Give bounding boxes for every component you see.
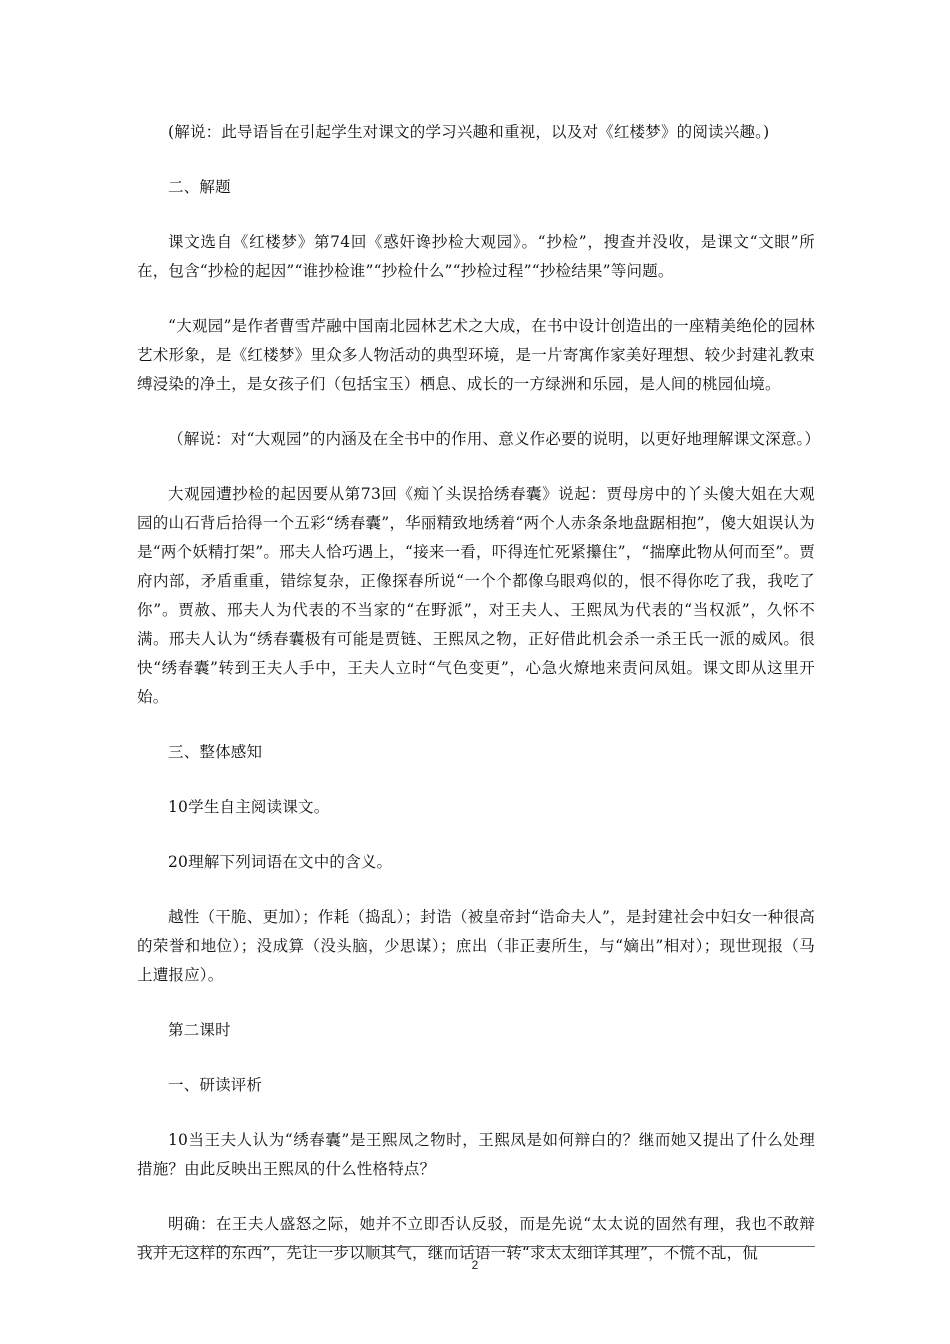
paragraph-source: 课文选自《红楼梦》第74回《惑奸谗抄检大观园》。“抄检”，搜查并没收，是课文“文眼”所在，包含“抄检的起因”“谁抄检谁”“抄检什么”“抄检过程”“抄检结果”等问题。 (137, 233, 815, 280)
page-body (137, 118, 821, 1268)
list-item-reading: 10学生自主阅读课文。 (168, 798, 330, 816)
commentary-note-daguanyuan: （解说：对“大观园”的内涵及在全书中的作用、意义作必要的说明，以更好地理解课文深意。） (168, 430, 821, 448)
question-wangxifeng: 10当王夫人认为“绣春囊”是王熙凤之物时，王熙凤是如何辩白的？继而她又提出了什么处理措施？由此反映出王熙凤的什么性格特点？ (137, 1131, 815, 1178)
footer-divider (137, 1246, 815, 1247)
paragraph-cause: 大观园遭抄检的起因要从第73回《痴丫头误拾绣春囊》说起：贾母房中的丫头傻大姐在大观园的山石背后拾得一个五彩“绣春囊”，华丽精致地绣着“两个人赤条条地盘踞相抱”，傻大姐误认为是“两个妖精打架”。邢夫人恰巧遇上，“接来一看，吓得连忙死紧攥住”，“揣摩此物从何而至”。贾府内部，矛盾重重，错综复杂，正像探春所说“一个个都像乌眼鸡似的，恨不得你吃了我，我吃了你”。贾赦、邢夫人为代表的不当家的“在野派”，对王夫人、王熙凤为代表的“当权派”，久怀不满。邢夫人认为“绣春囊极有可能是贾链、王熙凤之物，正好借此机会杀一杀王氏一派的威风。很快“绣春囊”转到王夫人手中，王夫人立时“气色变更”，心急火燎地来责问凤姐。课文即从这里开始。 (137, 485, 815, 706)
paragraph-answer: 明确：在王夫人盛怒之际，她并不立即否认反驳，而是先说“太太说的固然有理，我也不敢辩我并无这样的东西”，先让一步以顺其气，继而话语一转“求太太细详其理”，不慌不乱，侃 (137, 1215, 815, 1262)
section-heading-topic: 二、解题 (168, 178, 231, 196)
paragraph-vocabulary: 越性（干脆、更加）；作耗（捣乱）；封诰（被皇帝封“诰命夫人”，是封建社会中妇女一种很高的荣誉和地位）；没成算（没头脑，少思谋）；庶出（非正妻所生，与“嫡出”相对）；现世现报（马上遭报应）。 (137, 908, 815, 984)
list-item-vocabulary: 20理解下列词语在文中的含义。 (168, 853, 393, 871)
paragraph-daguanyuan: “大观园”是作者曹雪芹融中国南北园林艺术之大成，在书中设计创造出的一座精美绝伦的园林艺术形象，是《红楼梦》里众多人物活动的典型环境，是一片寄寓作家美好理想、较少封建礼教束缚浸染的净土，是女孩子们（包括宝玉）栖息、成长的一方绿洲和乐园，是人间的桃园仙境。 (137, 317, 815, 393)
commentary-note-intro: (解说：此导语旨在引起学生对课文的学习兴趣和重视，以及对《红楼梦》的阅读兴趣。) (168, 123, 770, 141)
section-heading-overall: 三、整体感知 (168, 743, 263, 761)
section-heading-lesson-two: 第二课时 (168, 1021, 231, 1039)
section-heading-analysis: 一、研读评析 (168, 1076, 263, 1094)
page-number: 2 (471, 1258, 479, 1272)
